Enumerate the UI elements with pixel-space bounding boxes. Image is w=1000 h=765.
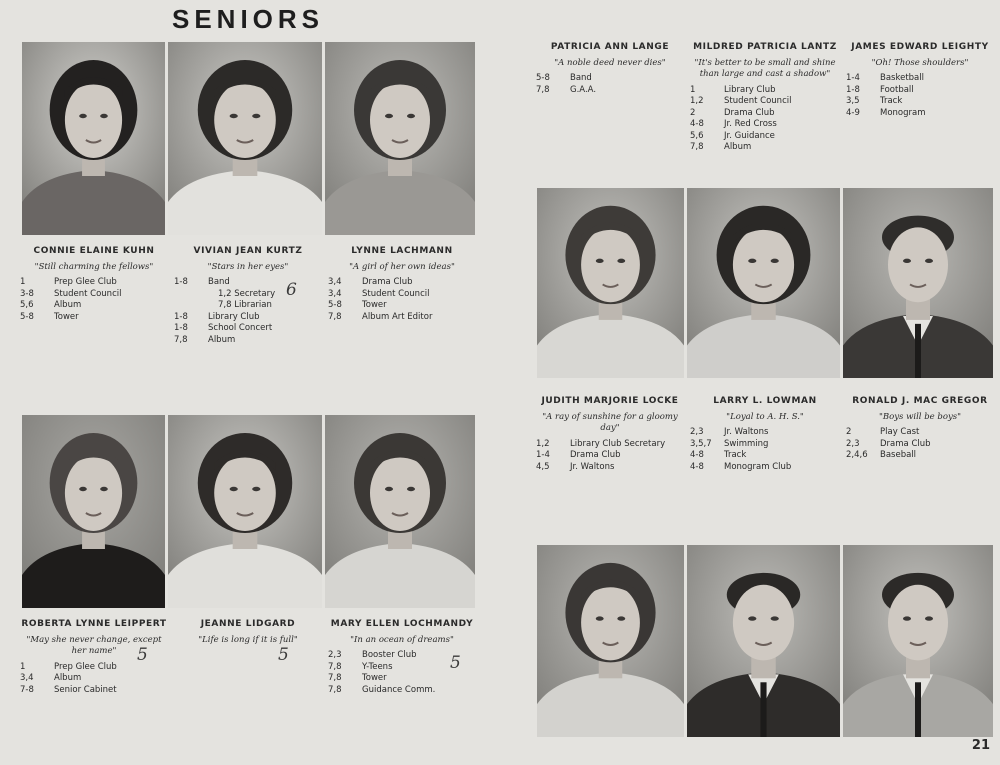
activity-label: Jr. Waltons bbox=[570, 461, 615, 472]
portrait-illustration bbox=[22, 42, 165, 235]
activity-years: 4-8 bbox=[690, 450, 704, 460]
student-name: RONALD J. MAC GREGOR bbox=[852, 396, 988, 406]
activity-label: Library Club bbox=[208, 311, 260, 322]
activity-row bbox=[328, 685, 476, 697]
portrait-illustration bbox=[325, 42, 475, 235]
activity-years: 1-4 bbox=[846, 73, 860, 83]
activity-row bbox=[174, 289, 322, 301]
student-quote: "A girl of her own ideas" bbox=[349, 261, 455, 272]
activity-row bbox=[536, 462, 684, 474]
student-quote: "It's better to be small and shine than large and cast a shadow" bbox=[694, 57, 836, 79]
activity-label: Baseball bbox=[880, 450, 917, 460]
activity-label: Swimming bbox=[724, 438, 769, 449]
activity-row bbox=[20, 312, 168, 324]
activity-row bbox=[174, 300, 322, 312]
portrait-illustration bbox=[168, 42, 322, 235]
activity-row bbox=[846, 96, 994, 108]
student-name: CONNIE ELAINE KUHN bbox=[33, 246, 155, 256]
activity-years: 5,6 bbox=[20, 300, 34, 310]
student-bio bbox=[20, 246, 168, 323]
student-name: LARRY L. LOWMAN bbox=[713, 396, 817, 406]
activity-label: Student Council bbox=[724, 96, 792, 106]
activity-label: Guidance Comm. bbox=[362, 684, 436, 695]
activity-label: Prep Glee Club bbox=[54, 661, 117, 672]
student-quote: "Still charming the fellows" bbox=[34, 261, 154, 272]
student-name: VIVIAN JEAN KURTZ bbox=[193, 246, 303, 256]
activity-row bbox=[690, 427, 840, 439]
portrait-photo bbox=[843, 188, 993, 378]
student-name: PATRICIA ANN LANGE bbox=[550, 42, 670, 52]
activity-years: 1-8 bbox=[846, 84, 860, 95]
activity-years: 1 bbox=[20, 277, 26, 287]
activity-row bbox=[536, 85, 684, 97]
portrait-photo bbox=[687, 188, 840, 378]
activity-years: 1-8 bbox=[174, 311, 188, 322]
portrait-illustration bbox=[843, 545, 993, 737]
student-name: JEANNE LIDGARD bbox=[200, 619, 296, 629]
activity-label: Drama Club bbox=[570, 450, 621, 460]
activity-years bbox=[174, 289, 208, 301]
student-bio bbox=[174, 246, 322, 346]
activity-label: Booster Club bbox=[362, 650, 417, 660]
student-quote: "Boys will be boys" bbox=[878, 411, 962, 422]
activity-label: Album bbox=[724, 142, 752, 152]
student-name: MILDRED PATRICIA LANTZ bbox=[693, 42, 837, 52]
activity-label: Library Club Secretary bbox=[570, 438, 666, 449]
student-name: JAMES EDWARD LEIGHTY bbox=[851, 42, 989, 52]
activity-label: Library Club bbox=[724, 84, 776, 95]
activity-years: 3,4 bbox=[328, 277, 342, 287]
student-bio bbox=[328, 246, 476, 323]
activity-row bbox=[174, 312, 322, 324]
activity-label: Album bbox=[208, 334, 236, 345]
page-number: 21 bbox=[971, 738, 990, 753]
student-bio bbox=[846, 396, 994, 462]
portrait-illustration bbox=[537, 545, 684, 737]
activity-years: 2,3 bbox=[328, 650, 342, 660]
student-quote: "Oh! Those shoulders" bbox=[871, 57, 969, 68]
activity-years: 1,2 bbox=[536, 438, 550, 449]
activity-label: Football bbox=[880, 84, 914, 95]
portrait-illustration bbox=[687, 188, 840, 378]
page-title: SENIORS bbox=[172, 4, 325, 34]
activity-years: 2,3 bbox=[846, 438, 860, 449]
portrait-photo bbox=[22, 42, 165, 235]
student-name: MARY ELLEN LOCHMANDY bbox=[330, 619, 474, 629]
activity-row bbox=[328, 277, 476, 289]
activity-label: Track bbox=[880, 96, 903, 106]
activity-row bbox=[690, 96, 840, 108]
activity-years: 7,8 bbox=[328, 673, 342, 683]
student-quote: "Life is long if it is full" bbox=[198, 634, 298, 645]
activity-years: 4,5 bbox=[536, 461, 550, 472]
handwritten-mark: 5 bbox=[450, 653, 461, 673]
activity-label: Jr. Waltons bbox=[724, 427, 769, 437]
activity-label: Student Council bbox=[54, 288, 122, 299]
activity-label: Band bbox=[570, 73, 592, 83]
student-name: JUDITH MARJORIE LOCKE bbox=[541, 396, 679, 406]
portrait-photo bbox=[168, 415, 322, 608]
student-quote: "Stars in her eyes" bbox=[207, 261, 289, 272]
activity-label: 1,2 Secretary bbox=[218, 288, 276, 299]
activity-row bbox=[20, 277, 168, 289]
activity-years: 5-8 bbox=[20, 311, 34, 322]
portrait-illustration bbox=[843, 188, 993, 378]
activity-years: 4-8 bbox=[690, 461, 704, 472]
activity-years: 3-8 bbox=[20, 288, 34, 299]
activity-label: G.A.A. bbox=[570, 84, 597, 95]
activity-row bbox=[846, 439, 994, 451]
activity-label: Album Art Editor bbox=[362, 311, 433, 322]
activity-row bbox=[20, 300, 168, 312]
student-bio bbox=[174, 619, 322, 650]
activity-row bbox=[690, 462, 840, 474]
handwritten-mark: 5 bbox=[137, 645, 148, 665]
activity-years: 1-8 bbox=[174, 277, 188, 287]
activity-years: 4-9 bbox=[846, 107, 860, 118]
activity-years: 2,3 bbox=[690, 427, 704, 437]
activity-row bbox=[174, 323, 322, 335]
activity-label: Student Council bbox=[362, 288, 430, 299]
activity-label: Jr. Red Cross bbox=[724, 119, 777, 129]
activity-label: Prep Glee Club bbox=[54, 277, 117, 287]
activity-years: 3,5,7 bbox=[690, 438, 712, 449]
activity-row bbox=[174, 335, 322, 347]
portrait-photo bbox=[168, 42, 322, 235]
activity-label: Drama Club bbox=[724, 107, 775, 118]
portrait-illustration bbox=[537, 188, 684, 378]
portrait-illustration bbox=[22, 415, 165, 608]
portrait-photo bbox=[537, 545, 684, 737]
handwritten-mark: 5 bbox=[278, 645, 289, 665]
student-bio bbox=[536, 42, 684, 96]
activity-years: 2 bbox=[690, 107, 696, 118]
activity-years: 3,4 bbox=[328, 288, 342, 299]
activity-row bbox=[690, 142, 840, 154]
portrait-photo bbox=[325, 42, 475, 235]
activity-years bbox=[174, 300, 208, 312]
activity-row bbox=[328, 289, 476, 301]
activity-row bbox=[690, 119, 840, 131]
activity-years: 7,8 bbox=[690, 142, 704, 152]
activity-label: Play Cast bbox=[880, 427, 920, 437]
activity-years: 3,5 bbox=[846, 96, 860, 106]
activity-years: 2,4,6 bbox=[846, 450, 868, 460]
activity-label: Tower bbox=[54, 311, 79, 322]
activity-label: School Concert bbox=[208, 323, 273, 333]
activity-row bbox=[690, 450, 840, 462]
activity-years: 7,8 bbox=[328, 311, 342, 322]
portrait-illustration bbox=[687, 545, 840, 737]
activity-row bbox=[328, 312, 476, 324]
activity-years: 1 bbox=[690, 84, 696, 95]
activity-label: Drama Club bbox=[362, 277, 413, 287]
activity-label: Basketball bbox=[880, 73, 924, 83]
activity-row bbox=[690, 131, 840, 143]
student-quote: "A noble deed never dies" bbox=[554, 57, 666, 68]
portrait-photo bbox=[22, 415, 165, 608]
portrait-photo bbox=[843, 545, 993, 737]
student-bio bbox=[536, 396, 684, 473]
activity-years: 3,4 bbox=[20, 673, 34, 683]
activity-years: 5-8 bbox=[536, 73, 550, 83]
activity-years: 1-8 bbox=[174, 323, 188, 333]
activity-row bbox=[846, 427, 994, 439]
activity-row bbox=[536, 450, 684, 462]
portrait-photo bbox=[325, 415, 475, 608]
activity-years: 7,8 bbox=[536, 84, 550, 95]
portrait-photo bbox=[537, 188, 684, 378]
student-name: LYNNE LACHMANN bbox=[351, 246, 453, 256]
activity-label: Monogram Club bbox=[724, 461, 792, 472]
activity-row bbox=[846, 73, 994, 85]
activity-label: Track bbox=[724, 450, 747, 460]
portrait-photo bbox=[687, 545, 840, 737]
activity-row bbox=[846, 450, 994, 462]
activity-row bbox=[536, 73, 684, 85]
activity-row bbox=[690, 108, 840, 120]
student-quote: "May she never change, except her name" bbox=[26, 634, 162, 656]
activity-row bbox=[328, 673, 476, 685]
activity-label: Drama Club bbox=[880, 438, 931, 449]
student-bio bbox=[690, 396, 840, 473]
activity-label: Album bbox=[54, 673, 82, 683]
activity-label: 7,8 Librarian bbox=[218, 300, 272, 310]
activity-row bbox=[846, 108, 994, 120]
activity-years: 4-8 bbox=[690, 119, 704, 129]
activity-years: 7-8 bbox=[20, 684, 34, 695]
activity-label: Band bbox=[208, 277, 230, 287]
activity-row bbox=[20, 685, 168, 697]
activity-row bbox=[690, 439, 840, 451]
student-bio bbox=[846, 42, 994, 119]
activity-label: Senior Cabinet bbox=[54, 684, 117, 695]
activity-label: Tower bbox=[362, 673, 387, 683]
student-quote: "Loyal to A. H. S." bbox=[726, 411, 804, 422]
activity-years: 7,8 bbox=[328, 661, 342, 672]
activity-years: 7,8 bbox=[174, 334, 188, 345]
activity-years: 2 bbox=[846, 427, 852, 437]
activity-years: 1,2 bbox=[690, 96, 704, 106]
activity-row bbox=[20, 673, 168, 685]
activity-years: 1 bbox=[20, 661, 26, 672]
activity-label: Y-Teens bbox=[362, 661, 393, 672]
handwritten-mark: 6 bbox=[286, 280, 297, 300]
activity-years: 7,8 bbox=[328, 684, 342, 695]
activity-years: 1-4 bbox=[536, 450, 550, 460]
student-name: ROBERTA LYNNE LEIPPERT bbox=[21, 619, 167, 629]
student-quote: "In an ocean of dreams" bbox=[350, 634, 454, 645]
activity-years: 5-8 bbox=[328, 300, 342, 310]
activity-row bbox=[536, 439, 684, 451]
activity-row bbox=[20, 289, 168, 301]
activity-years: 5,6 bbox=[690, 130, 704, 141]
activity-label: Monogram bbox=[880, 107, 926, 118]
activity-label: Jr. Guidance bbox=[724, 130, 775, 141]
activity-row bbox=[174, 277, 322, 289]
student-bio bbox=[690, 42, 840, 154]
student-quote: "A ray of sunshine for a gloomy day" bbox=[542, 411, 678, 433]
portrait-illustration bbox=[325, 415, 475, 608]
portrait-illustration bbox=[168, 415, 322, 608]
activity-label: Tower bbox=[362, 300, 387, 310]
activity-row bbox=[328, 300, 476, 312]
activity-label: Album bbox=[54, 300, 82, 310]
activity-row bbox=[846, 85, 994, 97]
activity-row bbox=[690, 85, 840, 97]
